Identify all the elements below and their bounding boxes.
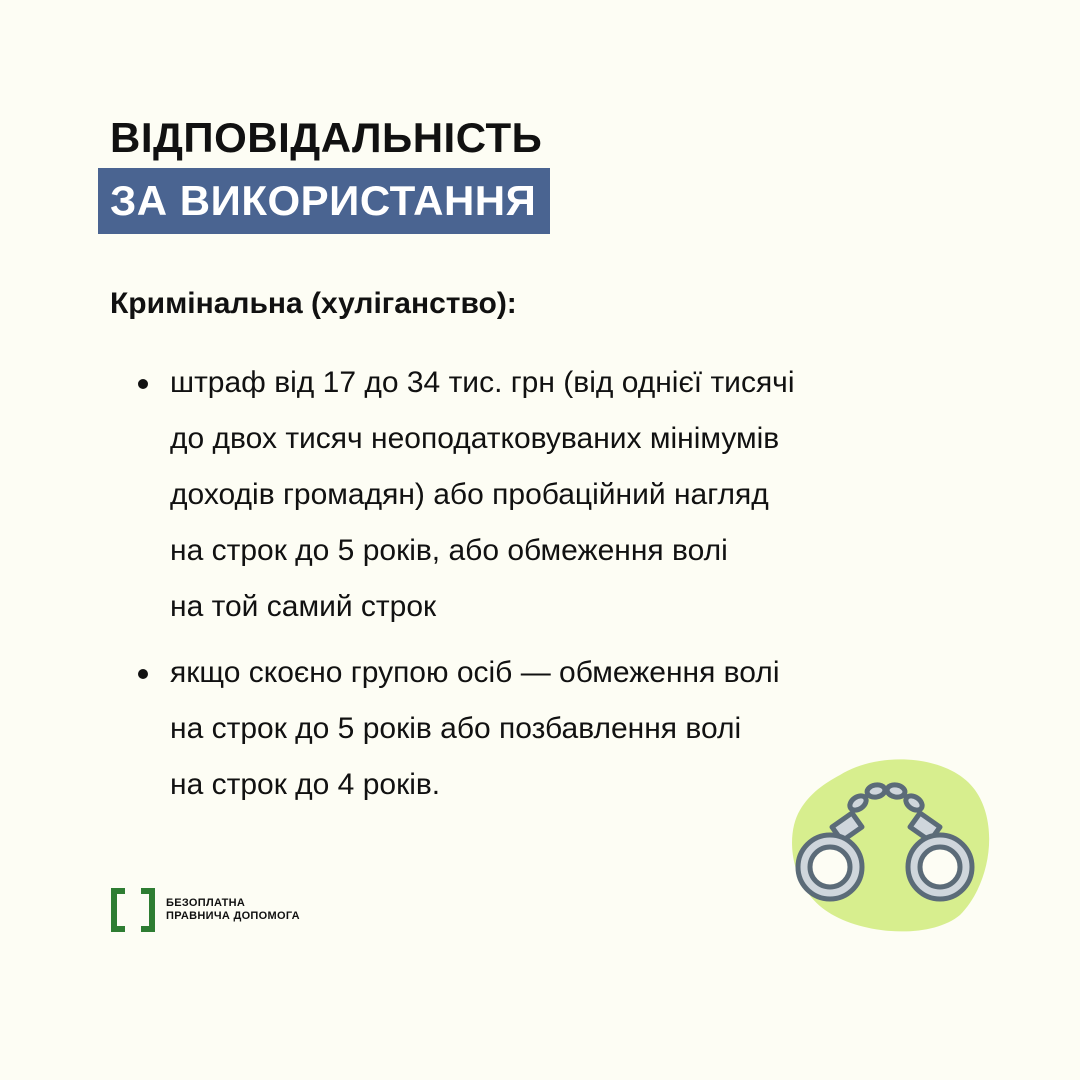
list-item-line: доходів громадян) або пробаційний нагляд: [170, 478, 769, 511]
list-item-line: на строк до 4 років.: [170, 768, 441, 801]
handcuffs-icon: [780, 755, 1000, 935]
list-item-line: штраф від 17 до 34 тис. грн (від однієї тисячі: [170, 366, 795, 399]
logo-text-line-2: ПРАВНИЧА ДОПОМОГА: [166, 910, 300, 922]
handcuffs-illustration: [780, 755, 1000, 935]
title-line-1: ВІДПОВІДАЛЬНІСТЬ: [110, 114, 543, 161]
list-item-line: на строк до 5 років або позбавлення волі: [170, 712, 742, 745]
list-item-line: до двох тисяч неоподатковуваних мінімумів: [170, 422, 780, 455]
bracket-logo-icon: [110, 888, 156, 932]
logo-text-line-1: БЕЗОПЛАТНА: [166, 897, 246, 909]
list-item-line: якщо скоєно групою осіб — обмеження волі: [170, 656, 780, 689]
title-line-2-highlight: ЗА ВИКОРИСТАННЯ: [98, 168, 550, 234]
subheading: Кримінальна (хуліганство):: [110, 287, 517, 320]
list-item-line: на строк до 5 років, або обмеження волі: [170, 534, 728, 567]
logo: [110, 888, 300, 932]
penalty-list: [138, 355, 968, 823]
logo-text: [166, 897, 300, 923]
bullet-dot-icon: [138, 379, 148, 389]
bullet-dot-icon: [138, 669, 148, 679]
list-item: [138, 355, 968, 635]
list-item-line: на той самий строк: [170, 590, 437, 623]
